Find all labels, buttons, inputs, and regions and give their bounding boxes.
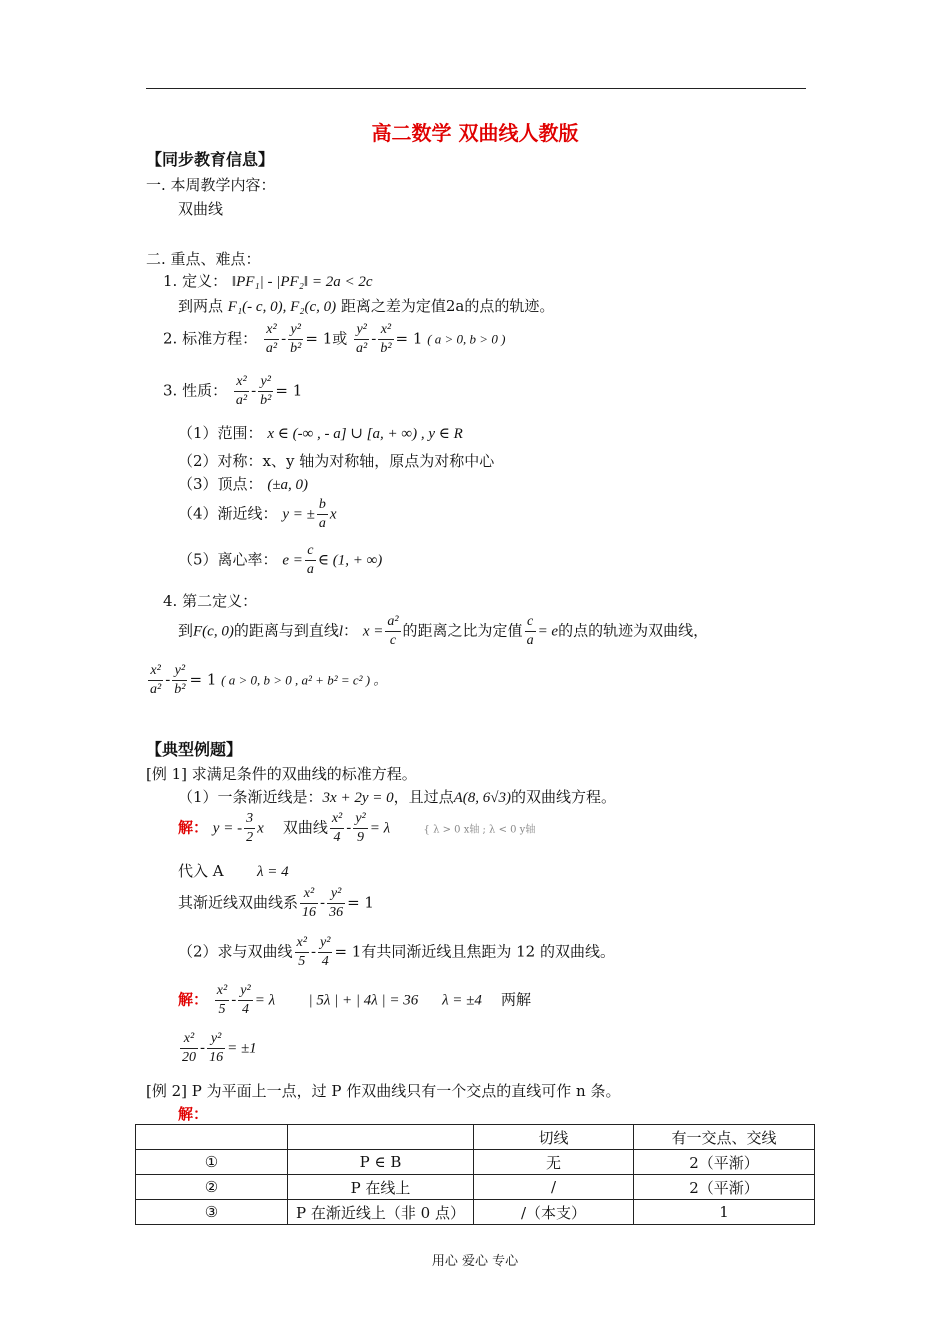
second-def-xeq: x =: [362, 623, 384, 640]
table-row: [136, 1200, 815, 1225]
table-cell: ②: [136, 1175, 288, 1200]
table-cell: 2（平渐）: [634, 1150, 815, 1175]
table-header-cell: [288, 1125, 474, 1150]
ex1-q2-rhs: = 1: [334, 942, 362, 961]
definition-desc-pre: 到两点: [178, 297, 224, 315]
ex1-substitute-label: 代入 A: [178, 862, 224, 880]
second-def-eq-rhs: = 1: [189, 670, 217, 689]
asymptote-post: x: [329, 506, 337, 523]
table-row: [136, 1175, 815, 1200]
ex1-q1-mid: ，且过点: [393, 788, 454, 806]
ex1-q1-point: A(8, 6√3): [453, 790, 512, 806]
ex1-family-label: 其渐近线双曲线系: [178, 893, 299, 912]
standard-eq2-rhs: = 1: [395, 329, 423, 348]
second-def-equation: $\frac{\text{x²}}{\text{a²}}$ - $\frac{\text{y²}}{\text{b²}}$ = 1 ( a > 0, b > 0 , a² + b² = c² ) 。: [150, 663, 387, 697]
eccentricity-label: （5）离心率：: [178, 550, 278, 569]
ex1-s1-brace: { λ > 0 x轴 ; λ < 0 y轴: [423, 824, 536, 836]
property-range: [178, 422, 463, 443]
ex1-s1-hyperbola-word: 双曲线: [282, 818, 328, 837]
second-def-text2: 的距离与到直线: [233, 621, 339, 640]
property-label: 3. 性质：: [163, 381, 228, 400]
ex1-family: 其渐近线双曲线系 $\frac{\text{x²}}{16}$ - $\frac{\text{y²}}{36}$ = 1: [178, 886, 374, 920]
table-header-cell: [136, 1125, 288, 1150]
ex1-q1-asymptote: 3x + 2y = 0: [322, 790, 394, 806]
header-rule: [146, 88, 806, 89]
property-eccentricity: （5）离心率： e = $\frac{c}{a}$ ∈ (1, + ∞): [178, 543, 383, 577]
table-cell: ③: [136, 1200, 288, 1225]
standard-condition: ( a > 0, b > 0 ): [427, 331, 506, 347]
example1-title: [例 1] 求满足条件的双曲线的标准方程。: [146, 765, 417, 783]
table-cell: P 在线上: [288, 1175, 474, 1200]
definition-formula: ‖PF₁| - |PF₂‖ = 2a < 2c: [231, 274, 373, 290]
property-asymptote: （4）渐近线： y = ± $\frac{b}{a}$ x: [178, 497, 337, 531]
ex1-s2-abs-eq: | 5λ | + | 4λ | = 36: [308, 992, 419, 1009]
ex1-q2-post: 有共同渐近线且焦距为 12 的双曲线。: [361, 942, 615, 961]
page-footer: 用心 爱心 专心: [431, 1254, 519, 1269]
ex1-family-rhs: = 1: [347, 893, 374, 912]
example1-question1: [178, 786, 616, 807]
item2-heading: 二. 重点、难点：: [146, 250, 261, 268]
ex1-s1-lambda: = λ: [369, 820, 391, 837]
second-def-focus: F(c, 0): [193, 623, 234, 640]
section-heading-examples: 【典型例题】: [146, 740, 243, 759]
ex1-s1-slope-pre: y = -: [212, 820, 243, 837]
ex1-q1-pre: （1）一条渐近线是：: [178, 788, 323, 806]
standard-label: 2. 标准方程：: [163, 329, 258, 348]
example1-solution1: 解： y = - $\frac{3}{2}$ x 双曲线 $\frac{\text{x²}}{4}$ - $\frac{\text{y²}}{9}$ = λ { λ > 0 x轴 ; λ < 0 y轴: [178, 811, 536, 845]
table-header-cell: 切线: [474, 1125, 634, 1150]
table-header-row: [136, 1125, 815, 1150]
ex1-final-equation: $\frac{\text{x²}}{20}$ - $\frac{\text{y²}}{16}$ = ±1: [182, 1031, 257, 1065]
second-def-text3: ：: [343, 621, 359, 640]
ex1-s2-lambda: = λ: [254, 992, 276, 1009]
solution-label-2: 解：: [178, 990, 209, 1009]
definition-label: 1. 定义：: [163, 272, 228, 290]
table-row: [136, 1150, 815, 1175]
section-heading-sync: 【同步教育信息】: [146, 150, 275, 169]
second-def-condition: ( a > 0, b > 0 , a² + b² = c² ) 。: [221, 672, 387, 688]
ex1-q2-pre: （2）求与双曲线: [178, 942, 293, 961]
second-def-label: 4. 第二定义：: [163, 592, 258, 610]
second-def-text4: 的距离之比为定值: [402, 621, 523, 640]
table-cell: /（本支）: [474, 1200, 634, 1225]
ex1-substitute: [178, 860, 289, 881]
second-def-line: 到F(c, 0)的距离与到直线l： x = $\frac{\text{a²}}{c}$ 的距离之比为定值 $\frac{c}{a}$ = e的点的轨迹为双曲线，: [178, 614, 709, 648]
ex1-q1-post: 的双曲线方程。: [511, 788, 617, 806]
asymptote-pre: y = ±: [282, 506, 315, 523]
eccentricity-post: ∈ (1, + ∞): [317, 552, 383, 569]
page-title: 高二数学 双曲线人教版: [371, 121, 579, 145]
asymptote-label: （4）渐近线：: [178, 504, 278, 523]
property-vertex: [178, 473, 308, 494]
table-cell: 1: [634, 1200, 815, 1225]
second-def-text6: 的点的轨迹为双曲线，: [558, 621, 709, 640]
item1-heading: 一. 本周教学内容：: [146, 176, 276, 194]
table-cell: /: [474, 1175, 634, 1200]
example2-table: [135, 1124, 815, 1225]
standard-equation-line: 2. 标准方程： $\frac{\text{x²}}{\text{a²}}$ - $\frac{\text{y²}}{\text{b²}}$ = 1或 $\frac{\text{y²}}{\text{a²}}$ - $\frac{\text{x²}}{\text{b²}}$ = 1 ( a > 0, b > 0 ): [163, 322, 506, 356]
table-cell: 无: [474, 1150, 634, 1175]
property-eq-rhs: = 1: [275, 381, 303, 400]
table-cell: ①: [136, 1150, 288, 1175]
solution-label-1: 解：: [178, 818, 209, 837]
example1-solution2: 解： $\frac{\text{x²}}{5}$ - $\frac{\text{y²}}{4}$ = λ | 5λ | + | 4λ | = 36 λ = ±4 两解: [178, 983, 532, 1017]
example2-title: [例 2] P 为平面上一点，过 P 作双曲线只有一个交点的直线可作 n 条。: [146, 1082, 621, 1100]
vertex-label: （3）顶点：: [178, 475, 263, 493]
table-cell: P 在渐近线上（非 0 点）: [288, 1200, 474, 1225]
range-formula: x ∈ (-∞ , - a] ∪ [a, + ∞) , y ∈ R: [267, 426, 463, 442]
ex1-final-rhs: = ±1: [227, 1040, 257, 1057]
solution-label-3: 解：: [178, 1105, 209, 1123]
item1-body: 双曲线: [178, 200, 224, 218]
definition-points: F₁(- c, 0), F₂(c, 0): [227, 299, 337, 315]
second-def-text1: 到: [178, 621, 194, 640]
example1-question2: （2）求与双曲线 $\frac{\text{x²}}{5}$ - $\frac{\text{y²}}{4}$ = 1有共同渐近线且焦距为 12 的双曲线。: [178, 935, 615, 969]
standard-eq1-rhs: = 1: [305, 329, 333, 348]
ex1-s2-two-solutions: 两解: [501, 990, 532, 1009]
range-label: （1）范围：: [178, 424, 263, 442]
definition-desc: [178, 295, 554, 316]
second-def-eeq: = e: [537, 623, 559, 640]
property-symmetry: （2）对称：x、y 轴为对称轴，原点为对称中心: [178, 452, 495, 470]
table-cell: 2（平渐）: [634, 1175, 815, 1200]
table-header-cell: 有一交点、交线: [634, 1125, 815, 1150]
second-def-l: l: [338, 623, 344, 640]
ex1-s2-lambda-value: λ = ±4: [442, 992, 482, 1009]
vertex-formula: (±a, 0): [267, 477, 309, 493]
definition-desc-post: 距离之差为定值2a的点的轨迹。: [340, 297, 555, 315]
eccentricity-pre: e =: [282, 552, 303, 569]
definition-line: [163, 270, 373, 291]
table-cell: P ∈ B: [288, 1150, 474, 1175]
standard-or: 或: [332, 329, 348, 348]
ex1-lambda-value: λ = 4: [257, 864, 289, 880]
property-line: 3. 性质： $\frac{\text{x²}}{\text{a²}}$ - $\frac{\text{y²}}{\text{b²}}$ = 1: [163, 374, 303, 408]
